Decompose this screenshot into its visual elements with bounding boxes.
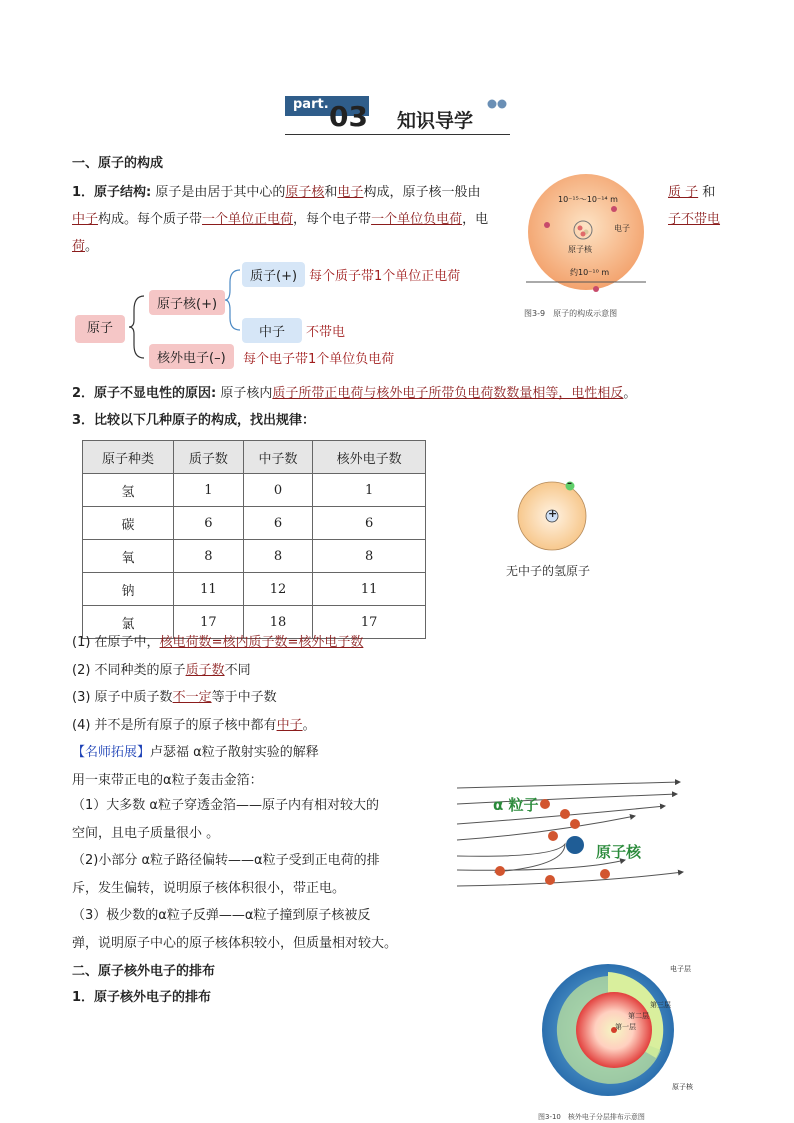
p2-answer-negative: 一个单位负电荷 [371,212,463,227]
table-cell: 0 [243,474,313,507]
shell-label-second: 第二层 [628,1012,649,1020]
expand-item-1a: （1）大多数 α粒子穿透金箔——原子内有相对较大的 [72,798,379,813]
p2-text: 构成。每个质子带 [98,212,203,227]
table-header: 中子数 [243,441,313,474]
p2-answer-neutron: 中子 [72,212,99,227]
p3-text: 3．比较以下几种原子的构成，找出规律： [72,413,316,428]
table-cell: 8 [174,540,244,573]
fig39-label-electron: 电子 [614,224,630,233]
rule-4: (4) 并不是所有原子的原子核中都有中子。 [72,717,316,733]
p3-period: 。 [85,239,99,254]
hydrogen-figure [500,478,610,588]
table-cell: 17 [313,606,426,639]
expand-item-3a: （3）极少数的α粒子反弹——α粒子撞到原子核被反 [72,908,371,923]
expand-item-1b: 空间，且电子质量很小 。 [72,825,220,841]
expand-title: 【名师拓展】卢瑟福 α粒子散射实验的解释 [72,745,319,760]
p3-answer: 荷 [72,239,86,254]
table-header: 原子种类 [83,441,174,474]
atom-diagram [516,170,656,305]
table-cell: 18 [243,606,313,639]
shell-label-first: 第一层 [615,1023,636,1031]
proton-sign: + [548,507,558,520]
table-cell: 6 [313,507,426,540]
table-header: 核外电子数 [313,441,426,474]
table-row [83,540,426,573]
rules-list [72,629,363,794]
figure-atom-structure [516,170,656,325]
header [285,96,510,138]
para-compare [72,409,315,428]
table-cell: 8 [313,540,426,573]
tree-node-proton: 质子(+) [242,262,305,287]
table-cell: 6 [243,507,313,540]
table-cell: 8 [243,540,313,573]
fig39-label-nucleus: 原子核 [568,245,592,254]
shell-label-third: 第三层 [650,1001,671,1009]
section-sub-2-1: 1．原子核外电子的排布 [72,990,212,1005]
p2-answer-neutral: 子不带电 [668,212,721,227]
p1-text: 原子是由居于其中心的 [151,185,286,200]
table-header-row [83,441,426,474]
expand-item-2b: 斥，发生偏转，说明原子核体积很小，带正电。 [72,880,346,896]
decor-dots-icon [487,98,509,114]
fig39-label-atom-size: 约10⁻¹⁰ m [570,268,610,277]
electron-shell-diagram [536,958,686,1098]
shell-label-layer: 电子层 [670,965,691,973]
p1-text-and2: 和 [698,185,716,200]
table-cell: 11 [313,573,426,606]
table-cell: 氧 [83,540,174,573]
electron-shell-figure [536,958,726,1123]
para-neutral-reason [72,382,636,401]
section-heading-2: 二、原子核外电子的排布 [72,964,216,979]
p2-answer-positive: 一个单位正电荷 [202,212,294,227]
tree-node-electron: 核外电子(–) [149,344,234,369]
table-cell: 1 [174,474,244,507]
table-row [83,474,426,507]
rule-2: (2) 不同种类的原子质子数不同 [72,662,251,678]
electron-sign: – [567,478,572,489]
p1-text-2: 构成，原子核一般由 [363,185,481,200]
expand-item-2a: （2)小部分 α粒子路径偏转——α粒子受到正电荷的排 [72,853,380,868]
p2-text-3: ，电 [462,212,489,227]
table-cell: 6 [174,507,244,540]
tree-desc-electron: 每个电子带1个单位负电荷 [243,352,395,367]
part-label: part. [293,97,329,112]
fig310-caption: 图3-10 核外电子分层排布示意图 [538,1113,645,1121]
header-rule [285,134,510,135]
expand-intro: 用一束带正电的α粒子轰击金箔： [72,772,263,788]
p1-text-and: 和 [324,185,338,200]
alpha-scatter-figure [455,776,685,891]
rule-1: (1) 在原子中，核电荷数=核内质子数=核外电子数 [72,635,364,650]
table-cell: 氢 [83,474,174,507]
fig39-label-nucleus-size: 10⁻¹⁵～10⁻¹⁴ m [558,195,618,204]
tree-desc-neutron: 不带电 [306,325,346,340]
p2-text-a: 原子核内 [216,386,273,401]
table-cell: 17 [174,606,244,639]
table-row [83,573,426,606]
table-cell: 11 [174,573,244,606]
table-cell: 氯 [83,606,174,639]
tree-node-neutron: 中子 [242,318,302,343]
expand-items [72,792,397,957]
table-row [83,507,426,540]
atom-table [82,440,426,639]
table-header: 质子数 [174,441,244,474]
p2-period: 。 [623,386,637,401]
page-title: 知识导学 [397,110,474,132]
shell-label-nucleus: 原子核 [672,1083,693,1091]
alpha-label: α 粒子 [493,796,539,814]
table-cell: 碳 [83,507,174,540]
expand-item-3b: 弹，说明原子中心的原子核体积较小，但质量相对较大。 [72,935,398,951]
table-cell: 1 [313,474,426,507]
p1-label: 1．原子结构: [72,185,152,200]
tree-brace-1 [128,290,148,365]
tree-node-nucleus: 原子核(+) [149,290,225,315]
fig39-caption: 图3-9 原子的构成示意图 [524,309,618,318]
p2-text-2: ，每个电子带 [293,212,372,227]
p1-answer-nucleus: 原子核 [285,185,325,200]
p1-answer-proton: 质 子 [668,185,699,200]
p1-answer-electron: 电子 [337,185,364,200]
part-number: 03 [329,100,368,133]
p2-label: 2．原子不显电性的原因: [72,386,217,401]
table-cell: 12 [243,573,313,606]
nucleus-label: 原子核 [596,843,642,861]
p2-answer: 质子所带正电荷与核外电子所带负电荷数数量相等，电性相反 [272,386,624,401]
rule-3: (3) 原子中质子数不一定等于中子数 [72,690,277,705]
table-cell: 钠 [83,573,174,606]
para-right-1 [668,179,715,206]
section-heading-1: 一、原子的构成 [72,156,164,171]
alpha-scatter-diagram [455,776,685,891]
tree-brace-2 [224,262,244,337]
tree-node-atom: 原子 [75,315,125,343]
tree-desc-proton: 每个质子带1个单位正电荷 [309,269,461,284]
hydrogen-caption: 无中子的氢原子 [506,564,591,578]
